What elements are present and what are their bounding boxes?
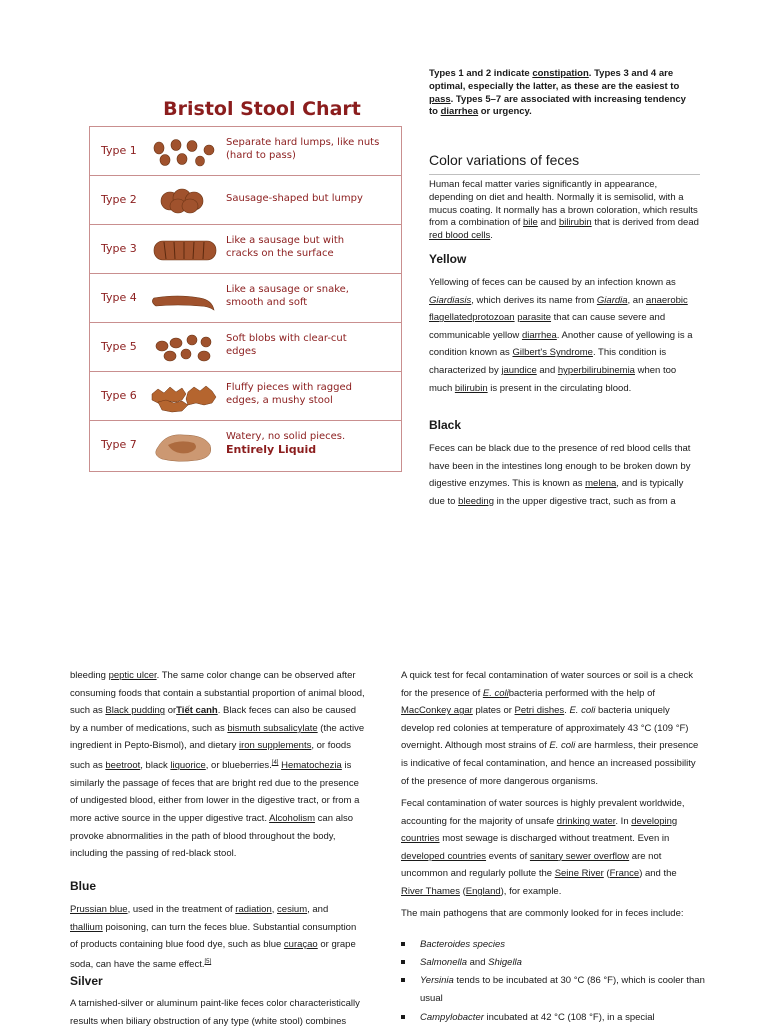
link-jaundice[interactable]: jaundice — [501, 364, 537, 376]
link-developing-countries[interactable]: developing countries — [401, 815, 678, 845]
text: E. coli — [549, 740, 576, 752]
row-type-label: Type 5 — [101, 340, 137, 353]
link-hyperbilirubinemia[interactable]: hyperbilirubinemia — [557, 364, 635, 376]
text: Shigella — [488, 957, 522, 968]
text: . Another cause of yellowing is a condition known as — [429, 329, 693, 359]
text: is present in the circulating blood. — [487, 382, 632, 394]
link-france[interactable]: France — [609, 868, 640, 880]
link-pass[interactable]: pass — [429, 93, 451, 105]
link-macconkey-agar[interactable]: MacConkey agar — [401, 705, 473, 717]
text: . Types 5–7 are associated with increasing tendency to — [429, 93, 686, 118]
black-heading: Black — [429, 418, 462, 432]
row-type-label: Type 6 — [101, 389, 137, 402]
text: incubated at 42 °C (108 °F), in a special — [483, 1012, 655, 1023]
link-salmonella[interactable] — [420, 957, 467, 968]
text: Bacteroides — [420, 939, 471, 950]
text: that can cause severe and communicable yellow — [429, 312, 666, 341]
text: Types 1 and 2 indicate — [429, 68, 533, 79]
link-diarrhea[interactable]: diarrhea — [521, 329, 557, 341]
bristol-stool-chart — [89, 96, 403, 474]
text: , which derives its name from — [471, 294, 597, 306]
type-4-stool-image — [148, 280, 220, 318]
text: . — [564, 705, 570, 717]
row-type-label: Type 7 — [101, 438, 137, 451]
link-campylobacter[interactable] — [420, 1012, 484, 1023]
text: tends to be incubated at 30 °C (86 °F), which is cooler than usual — [420, 975, 705, 1004]
type-6-stool-image — [148, 378, 220, 416]
silver-heading: Silver — [70, 974, 103, 988]
row-description — [226, 333, 398, 358]
chart-title: Bristol Stool Chart — [163, 98, 361, 120]
desc-line-2: Entirely Liquid — [226, 442, 317, 456]
text: and — [536, 364, 558, 376]
black-continued-paragraph — [70, 667, 368, 863]
text: most sewage is discharged without treatment. Even in — [439, 833, 670, 845]
link-beetroot[interactable]: beetroot — [105, 760, 141, 772]
text: (the active ingredient in Pepto-Bismol), and dietary — [70, 722, 365, 752]
link-seine-river[interactable]: Seine River — [554, 868, 604, 880]
text: bleeding — [70, 670, 109, 681]
type-1-stool-image — [148, 133, 220, 171]
desc-line-1: Like a sausage but with — [226, 235, 345, 246]
link-radiation[interactable]: radiation — [235, 904, 272, 915]
text: or grape soda, can have the same effect. — [70, 939, 356, 970]
text: can also provoke abnormalities in the path of blood throughout the body, including the passing of red-black stool. — [70, 812, 354, 860]
footnote-4-link[interactable]: [4] — [271, 759, 279, 766]
row-type-label: Type 1 — [101, 144, 137, 157]
yellow-paragraph — [429, 274, 699, 397]
text: or — [165, 705, 177, 717]
link-bleeding[interactable]: bleeding — [458, 495, 494, 507]
text: Yersinia — [420, 975, 454, 986]
desc-line-1: Fluffy pieces with ragged — [226, 382, 353, 393]
text: , or foods such as — [70, 740, 351, 772]
text: are not uncommon and regularly pollute the — [401, 850, 662, 880]
types-intro — [429, 68, 694, 119]
silver-paragraph — [70, 995, 370, 1030]
text: and — [467, 957, 489, 968]
link-red-blood-cells[interactable]: red blood cells — [429, 230, 491, 242]
text: Giardia — [596, 294, 628, 306]
link-curacao[interactable]: curaçao — [283, 939, 318, 951]
link-black-pudding[interactable]: Black pudding — [105, 705, 166, 717]
text: , an — [627, 294, 647, 306]
link-hematochezia[interactable]: Hematochezia — [281, 760, 342, 772]
link-liquorice[interactable]: liquorice — [170, 760, 206, 772]
text: ( — [459, 885, 466, 897]
chart-row-type-2 — [90, 176, 401, 225]
link-sanitary-sewer-overflow[interactable]: sanitary sewer overflow — [529, 850, 630, 862]
link-river-thames[interactable]: River Thames — [401, 885, 460, 897]
link-peptic-ulcer[interactable]: peptic ulcer — [108, 670, 157, 681]
text: . In — [615, 815, 632, 827]
text: Fecal contamination of water sources is highly prevalent worldwide, accounting for the majority of unsafe — [401, 798, 685, 827]
color-variations-heading: Color variations of feces — [429, 152, 700, 175]
text: Human fecal matter varies significantly in appearance, depending on diet and health. Normally it is semisolid, with a mucus coating. It normally has a brown coloration, which results from a combination of — [429, 179, 698, 229]
pathogens-intro: The main pathogens that are commonly looked for in feces include: — [401, 908, 684, 919]
text: ), for example. — [500, 885, 562, 897]
black-paragraph — [429, 440, 699, 510]
link-bacteroides[interactable] — [420, 939, 470, 950]
link-bilirubin[interactable]: bilirubin — [558, 217, 592, 229]
row-description — [226, 284, 398, 309]
text: and — [537, 217, 559, 229]
link-melena[interactable]: melena — [585, 478, 617, 490]
link-prussian-blue[interactable]: Prussian blue — [70, 904, 128, 915]
text: , — [271, 904, 278, 915]
row-description — [226, 137, 398, 162]
text: . This condition is characterized by — [429, 347, 667, 376]
text: Salmonella — [420, 957, 467, 968]
text: are harmless, their presence is indicative of fecal contamination, and hence an increased possibility of the presence of more dangerous organisms. — [401, 740, 699, 787]
link-giardiasis[interactable] — [429, 295, 471, 306]
text: Feces can be black due to the presence of red blood cells that have been in the intestines long enough to be broken down by digestive enzymes. This is known as — [429, 443, 691, 490]
desc-line-2: edges — [226, 345, 257, 357]
desc-line-1: Separate hard lumps, like nuts — [226, 137, 380, 148]
text: when too much — [429, 364, 677, 394]
link-diarrhea[interactable]: diarrhea — [440, 106, 479, 118]
text: E. coli — [569, 705, 596, 717]
text: that is derived from dead — [591, 217, 699, 229]
link-bismuth-subsalicylate[interactable]: bismuth subsalicylate — [227, 722, 318, 734]
text: in the upper digestive tract, such as from a — [493, 495, 676, 507]
text: ) and the — [639, 868, 677, 880]
row-description — [226, 235, 398, 260]
type-2-stool-image — [148, 182, 220, 220]
text: , and — [307, 904, 329, 915]
text: . — [490, 230, 493, 242]
chart-row-type-3 — [90, 225, 401, 274]
text: . The same color change can be observed after consuming foods that contain a substantial proportion of animal blood, such as — [70, 670, 365, 717]
text: ( — [603, 868, 610, 880]
desc-line-1: Watery, no solid pieces. — [226, 431, 346, 442]
text: , used in the treatment of — [127, 904, 236, 915]
link-flagellated-protozoan[interactable]: flagellatedprotozoan — [429, 312, 515, 324]
chart-row-type-1 — [90, 127, 401, 176]
link-parasite[interactable]: parasite — [517, 312, 552, 324]
text: bacteria performed with the help of — [508, 687, 656, 699]
row-description — [226, 431, 398, 456]
desc-line-1: Soft blobs with clear-cut — [226, 333, 347, 344]
text: E. coli — [482, 687, 509, 699]
link-anaerobic[interactable]: anaerobic — [646, 294, 688, 306]
link-bile[interactable]: bile — [523, 217, 538, 229]
chart-row-type-4 — [90, 274, 401, 323]
text: is similarly the passage of feces that are bright red due to the presence of undigested blood, either from lower in the digestive tract, or from a more active source in the upper digestive tract. — [70, 760, 360, 824]
link-iron-supplements[interactable]: iron supplements — [238, 740, 312, 752]
text: A tarnished-silver or aluminum paint-like feces color characteristically results when biliary obstruction of any type (white stool) combines — [70, 998, 360, 1027]
text: or urgency. — [478, 106, 532, 118]
text: poisoning, can turn the feces blue. Substantial consumption of products containing blue food dye, such as blue — [70, 921, 357, 951]
water-contamination-paragraph — [401, 795, 701, 901]
type-5-stool-image — [148, 329, 220, 367]
link-giardia[interactable] — [597, 295, 628, 306]
text: , black — [140, 760, 171, 772]
link-developed-countries[interactable]: developed countries — [401, 850, 487, 862]
link-constipation[interactable]: constipation — [532, 68, 589, 79]
type-7-stool-image — [148, 427, 220, 465]
row-type-label: Type 2 — [101, 193, 137, 206]
text: . Black feces can also be caused by a number of medications, such as — [70, 705, 357, 734]
row-description — [226, 382, 398, 407]
text: bacteria uniquely develop red colonies at temperature of approximately 43 °C (109 °F) overnight. Although most strains of — [401, 705, 689, 752]
row-type-label: Type 4 — [101, 291, 137, 304]
link-petri-dishes[interactable]: Petri dishes — [514, 705, 565, 717]
yellow-heading: Yellow — [429, 252, 467, 266]
desc-line-2: smooth and soft — [226, 296, 308, 308]
text: Yellowing of feces can be caused by an infection known as — [429, 277, 676, 288]
text: species — [470, 939, 506, 950]
link-drinking-water[interactable]: drinking water — [556, 815, 616, 827]
text: , and is typically due to — [429, 478, 684, 507]
link-alcoholism[interactable]: Alcoholism — [269, 812, 316, 824]
row-description — [226, 193, 398, 206]
chart-row-type-6 — [90, 372, 401, 421]
text: Campylobacter — [420, 1012, 484, 1023]
color-intro-paragraph — [429, 179, 699, 243]
desc-line-1: Like a sausage or snake, — [226, 284, 349, 295]
link-e-coli[interactable] — [483, 688, 509, 699]
text: , or blueberries. — [205, 760, 272, 772]
link-gilberts-syndrome[interactable]: Gilbert's Syndrome — [512, 347, 593, 359]
type-3-stool-image — [148, 231, 220, 269]
link-shigella[interactable] — [488, 957, 522, 968]
chart-table — [89, 126, 402, 472]
link-england[interactable]: England — [465, 885, 501, 897]
ecoli-test-paragraph — [401, 667, 701, 790]
text: A quick test for fecal contamination of water sources or soil is a check for the presence of — [401, 670, 693, 699]
link-tiet-canh[interactable]: Tiết canh — [176, 705, 218, 717]
desc-line-2: (hard to pass) — [226, 149, 296, 161]
text: plates or — [472, 705, 515, 717]
desc-line-1: Sausage-shaped but lumpy — [226, 193, 363, 204]
chart-row-type-7 — [90, 421, 401, 471]
desc-line-2: cracks on the surface — [226, 247, 334, 259]
blue-heading: Blue — [70, 879, 97, 893]
text: . Types 3 and 4 are optimal, especially the latter, as these are the easiest to — [429, 68, 680, 92]
row-type-label: Type 3 — [101, 242, 137, 255]
desc-line-2: edges, a mushy stool — [226, 394, 333, 406]
link-cesium[interactable]: cesium — [277, 904, 308, 915]
link-yersinia[interactable] — [420, 975, 454, 986]
footnote-5-link[interactable]: [5] — [204, 958, 212, 965]
chart-row-type-5 — [90, 323, 401, 372]
blue-paragraph — [70, 901, 360, 974]
link-thallium[interactable]: thallium — [70, 921, 103, 933]
text: Giardiasis — [429, 294, 472, 306]
text: events of — [486, 850, 530, 862]
link-bilirubin[interactable]: bilirubin — [454, 382, 488, 394]
